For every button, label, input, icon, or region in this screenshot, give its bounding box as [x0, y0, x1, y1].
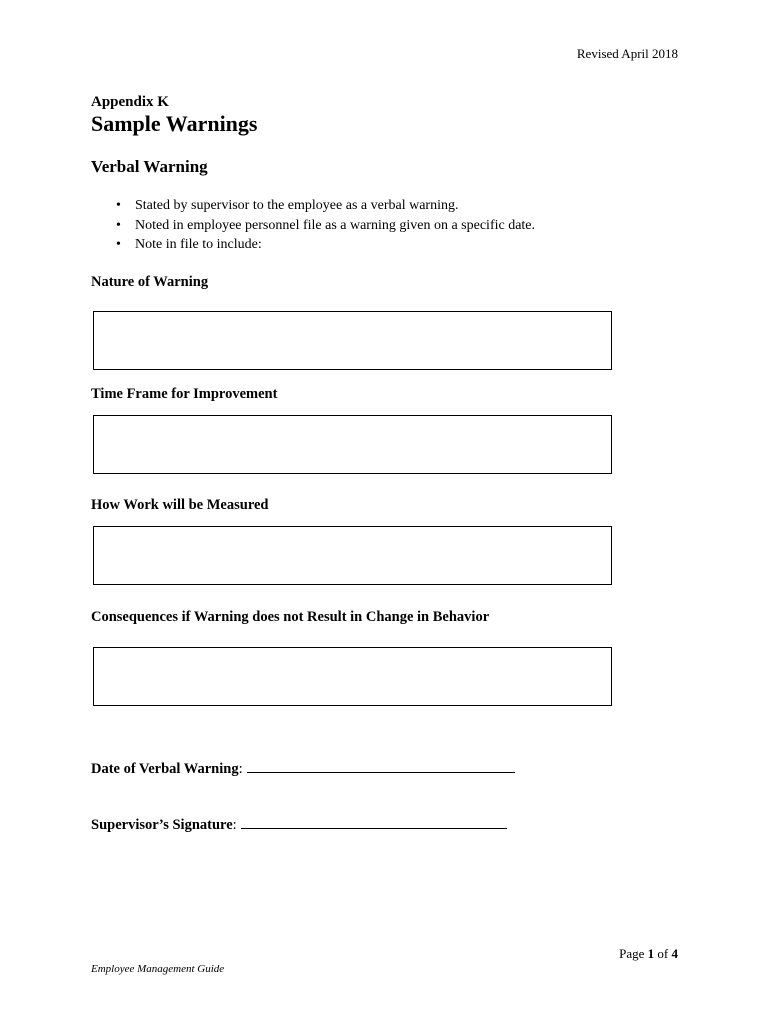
list-item-text: Noted in employee personnel file as a warning given on a specific date.	[135, 217, 536, 233]
list-item-text: Note in file to include:	[135, 237, 262, 252]
bullet-list	[110, 196, 535, 255]
page-number	[619, 946, 678, 962]
supervisor-signature-label: Supervisor’s Signature	[91, 817, 233, 833]
supervisor-signature-row	[91, 814, 507, 834]
time-frame-label: Time Frame for Improvement	[91, 386, 278, 402]
nature-of-warning-label: Nature of Warning	[91, 274, 209, 290]
date-of-warning-row	[91, 758, 515, 778]
date-of-warning-line[interactable]	[247, 758, 515, 773]
footer-guide-name: Employee Management Guide	[91, 963, 225, 975]
appendix-label: Appendix K	[91, 94, 169, 110]
page-total: 4	[671, 946, 678, 961]
revised-date: Revised April 2018	[576, 46, 678, 61]
page-current: 1	[647, 946, 655, 961]
bullet-icon: •	[116, 237, 121, 252]
separator: :	[238, 761, 243, 777]
date-of-warning-label: Date of Verbal Warning	[91, 761, 239, 777]
nature-of-warning-field[interactable]	[93, 311, 612, 370]
page-of: of	[657, 946, 669, 961]
work-measured-field[interactable]	[93, 526, 612, 585]
page-title: Sample Warnings	[91, 111, 258, 136]
bullet-icon: •	[116, 217, 121, 233]
supervisor-signature-line[interactable]	[241, 814, 507, 829]
section-title: Verbal Warning	[91, 157, 208, 176]
consequences-label: Consequences if Warning does not Result in Change in Behavior	[91, 609, 490, 625]
consequences-field[interactable]	[93, 647, 612, 706]
time-frame-field[interactable]	[93, 415, 612, 474]
list-item	[110, 235, 535, 255]
list-item-text: Stated by supervisor to the employee as a verbal warning.	[135, 198, 459, 213]
work-measured-label: How Work will be Measured	[91, 497, 269, 513]
separator: :	[232, 817, 237, 833]
list-item	[110, 216, 535, 236]
list-item	[110, 196, 535, 216]
bullet-icon: •	[116, 198, 121, 213]
page-word: Page	[619, 946, 645, 961]
